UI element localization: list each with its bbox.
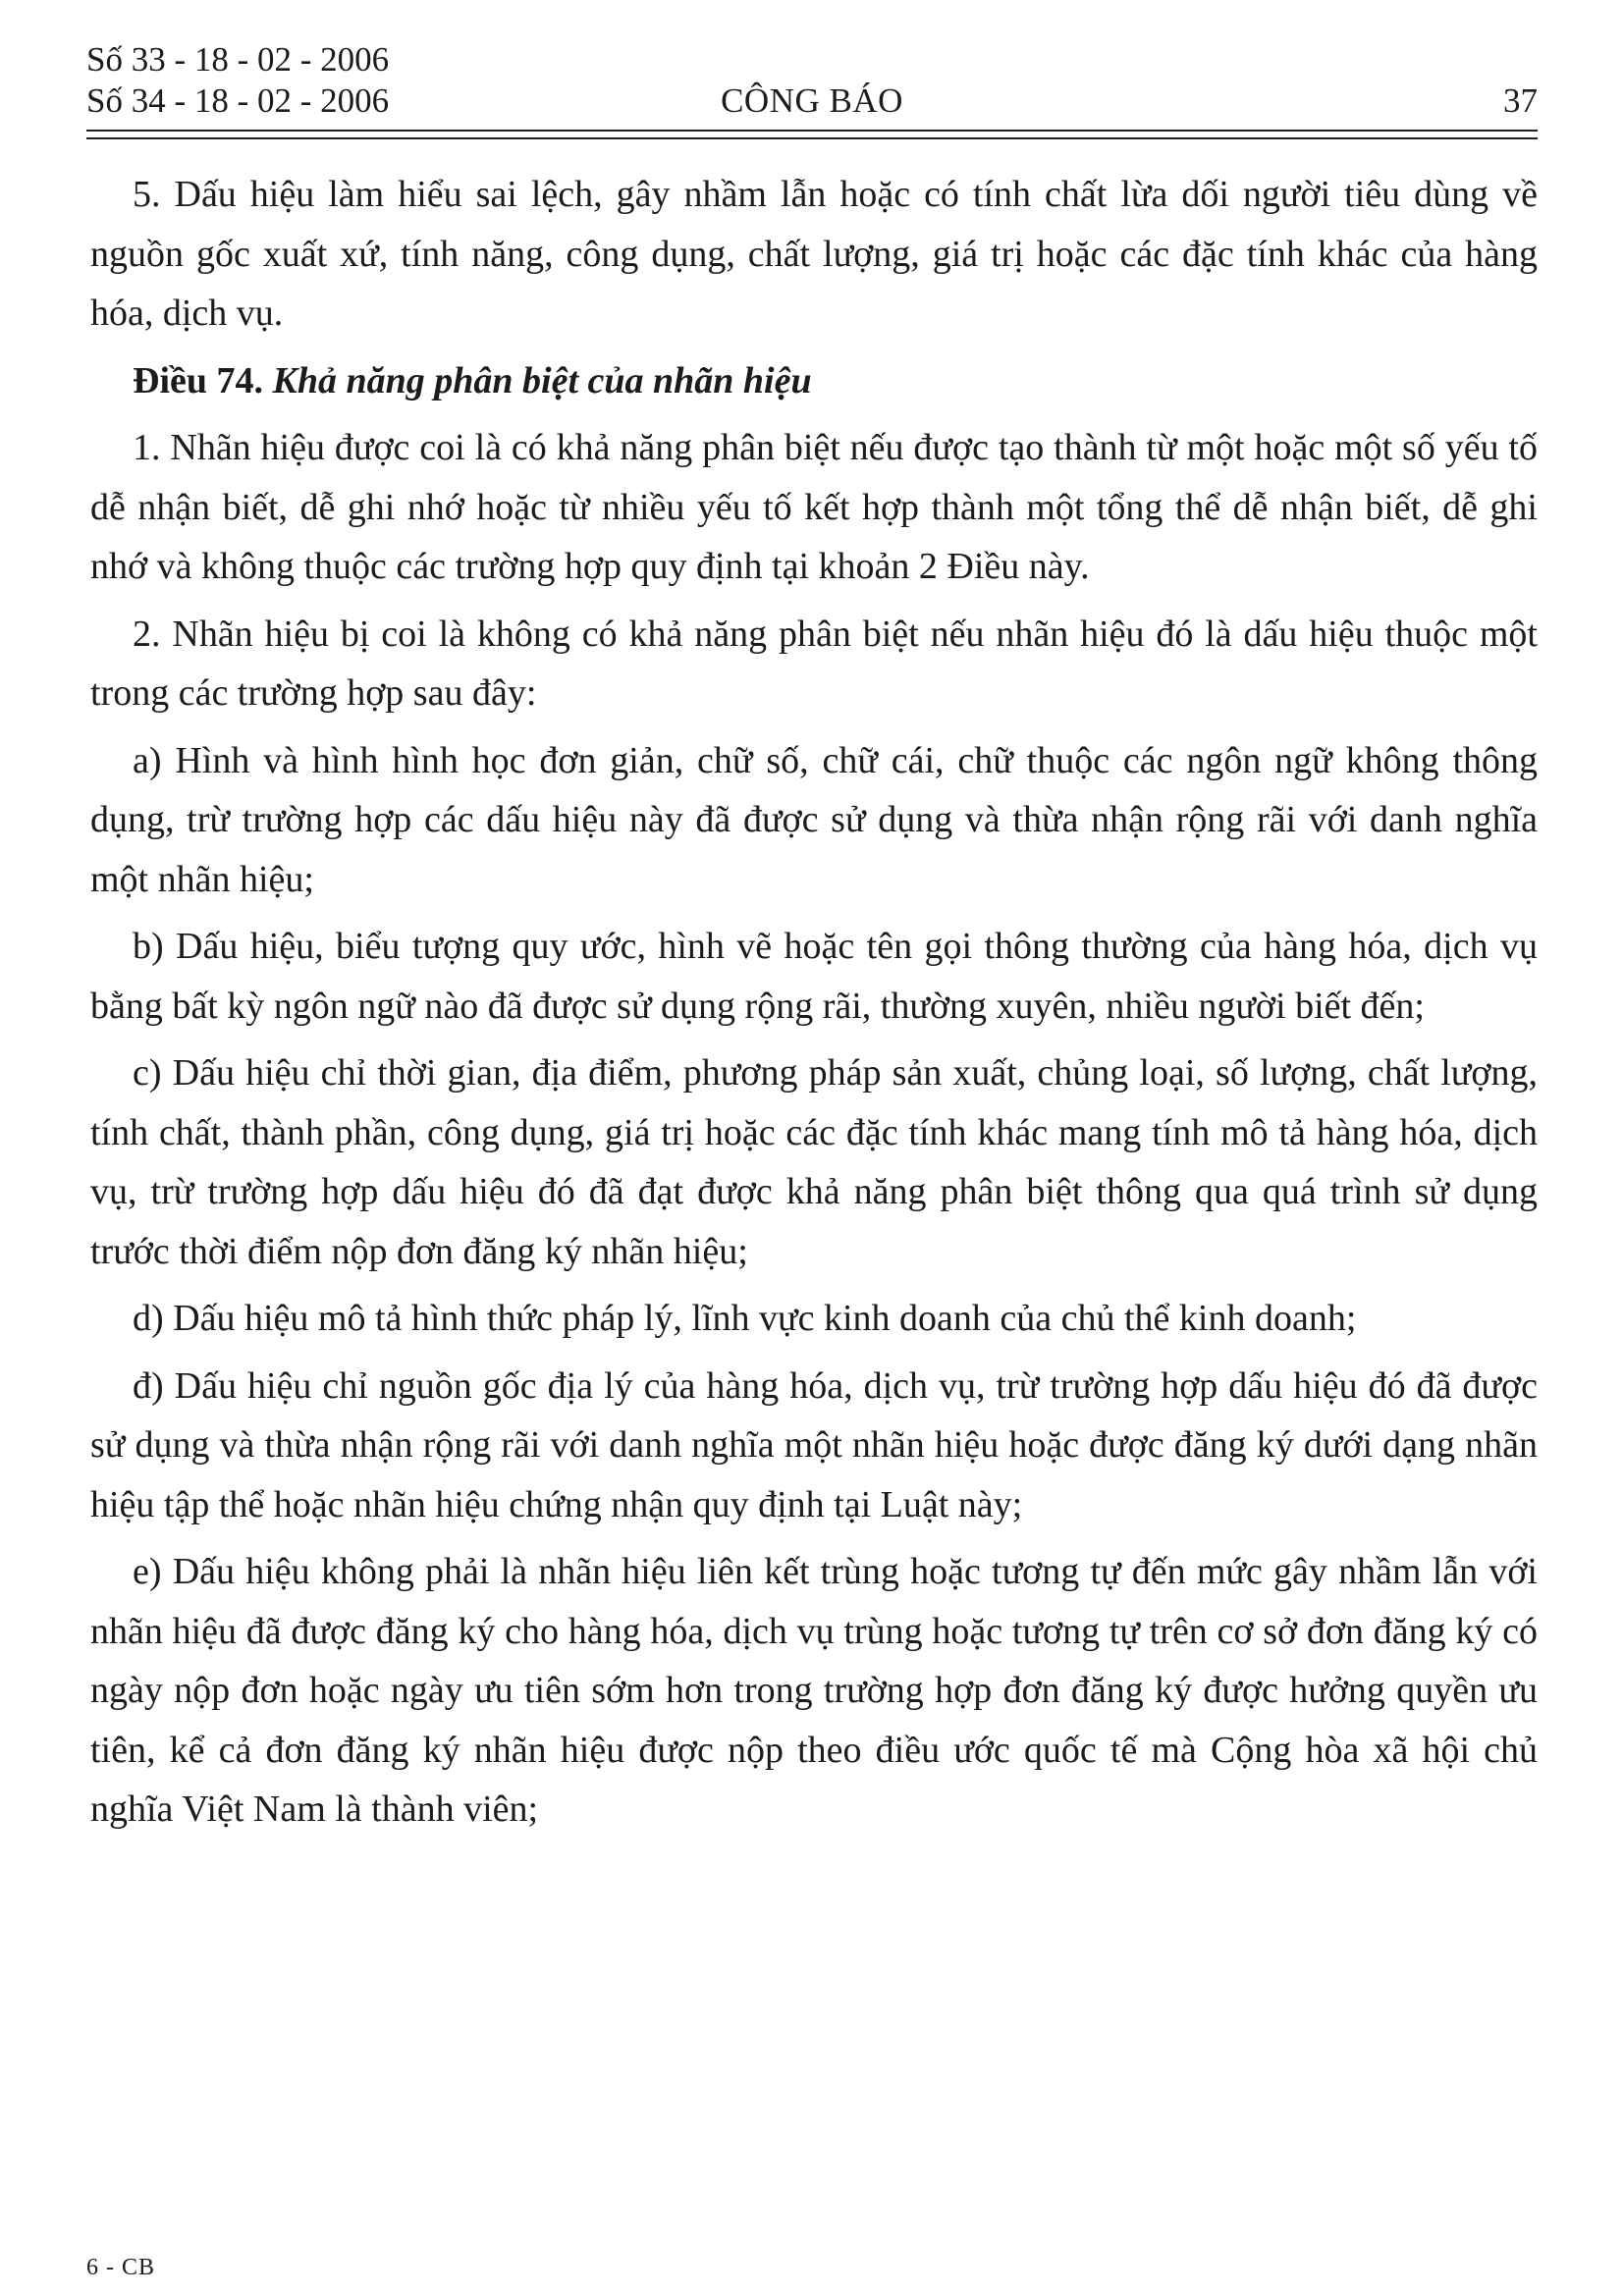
point-c: c) Dấu hiệu chỉ thời gian, địa điểm, phương pháp sản xuất, chủng loại, số lượng, chất lượng, tính chất, thành phần, công dụng, giá trị hoặc các đặc tính khác mang tính mô tả hàng hóa, dịch vụ, trừ trường hợp dấu hiệu đó đã đạt được khả năng phân biệt thông qua quá trình sử dụng trước thời điểm nộp đơn đăng ký nhãn hiệu; — [90, 1052, 1538, 1272]
point-a: a) Hình và hình hình học đơn giản, chữ số, chữ cái, chữ thuộc các ngôn ngữ không thông dụng, trừ trường hợp các dấu hiệu này đã được sử dụng và thừa nhận rộng rãi với danh nghĩa một nhãn hiệu; — [90, 739, 1538, 900]
document-body — [90, 165, 1538, 1847]
page-number: 37 — [1503, 81, 1538, 120]
clause-2: 2. Nhãn hiệu bị coi là không có khả năng phân biệt nếu nhãn hiệu đó là dấu hiệu thuộc một trong các trường hợp sau đây: — [90, 613, 1538, 714]
gazette-title: CÔNG BÁO — [721, 81, 903, 120]
article-number: Điều 74. — [133, 359, 263, 401]
article-heading — [90, 351, 1538, 411]
point-e: e) Dấu hiệu không phải là nhãn hiệu liên kết trùng hoặc tương tự đến mức gây nhầm lẫn với nhãn hiệu đã được đăng ký cho hàng hóa, dịch vụ trùng hoặc tương tự trên cơ sở đơn đăng ký có ngày nộp đơn hoặc ngày ưu tiên sớm hơn trong trường hợp đơn đăng ký được hưởng quyền ưu tiên, kể cả đơn đăng ký nhãn hiệu được nộp theo điều ước quốc tế mà Cộng hòa xã hội chủ nghĩa Việt Nam là thành viên; — [90, 1551, 1538, 1830]
point-d: d) Dấu hiệu mô tả hình thức pháp lý, lĩnh vực kinh doanh của chủ thể kinh doanh; — [133, 1298, 1357, 1339]
header-rule-bottom — [86, 137, 1538, 139]
point-dd: đ) Dấu hiệu chỉ nguồn gốc địa lý của hàng hóa, dịch vụ, trừ trường hợp dấu hiệu đó đã được sử dụng và thừa nhận rộng rãi với danh nghĩa một nhãn hiệu hoặc được đăng ký dưới dạng nhãn hiệu tập thể hoặc nhãn hiệu chứng nhận quy định tại Luật này; — [90, 1364, 1538, 1525]
clause-1: 1. Nhãn hiệu được coi là có khả năng phân biệt nếu được tạo thành từ một hoặc một số yếu tố dễ nhận biết, dễ ghi nhớ hoặc từ nhiều yếu tố kết hợp thành một tổng thể dễ nhận biết, dễ ghi nhớ và không thuộc các trường hợp quy định tại khoản 2 Điều này. — [90, 427, 1538, 587]
point-b: b) Dấu hiệu, biểu tượng quy ước, hình vẽ hoặc tên gọi thông thường của hàng hóa, dịch vụ bằng bất kỳ ngôn ngữ nào đã được sử dụng rộng rãi, thường xuyên, nhiều người biết đến; — [90, 926, 1538, 1027]
paragraph-item-5: 5. Dấu hiệu làm hiểu sai lệch, gây nhầm lẫn hoặc có tính chất lừa dối người tiêu dùng về nguồn gốc xuất xứ, tính năng, công dụng, chất lượng, giá trị hoặc các đặc tính khác của hàng hóa, dịch vụ. — [90, 174, 1538, 334]
page-header — [86, 39, 1538, 137]
signature-mark: 6 - CB — [86, 2255, 156, 2280]
issue-line-34: Số 34 - 18 - 02 - 2006 — [86, 81, 390, 120]
issue-line-33: Số 33 - 18 - 02 - 2006 — [86, 40, 390, 79]
article-title: Khả năng phân biệt của nhãn hiệu — [272, 359, 812, 401]
header-rule-top — [86, 130, 1538, 132]
